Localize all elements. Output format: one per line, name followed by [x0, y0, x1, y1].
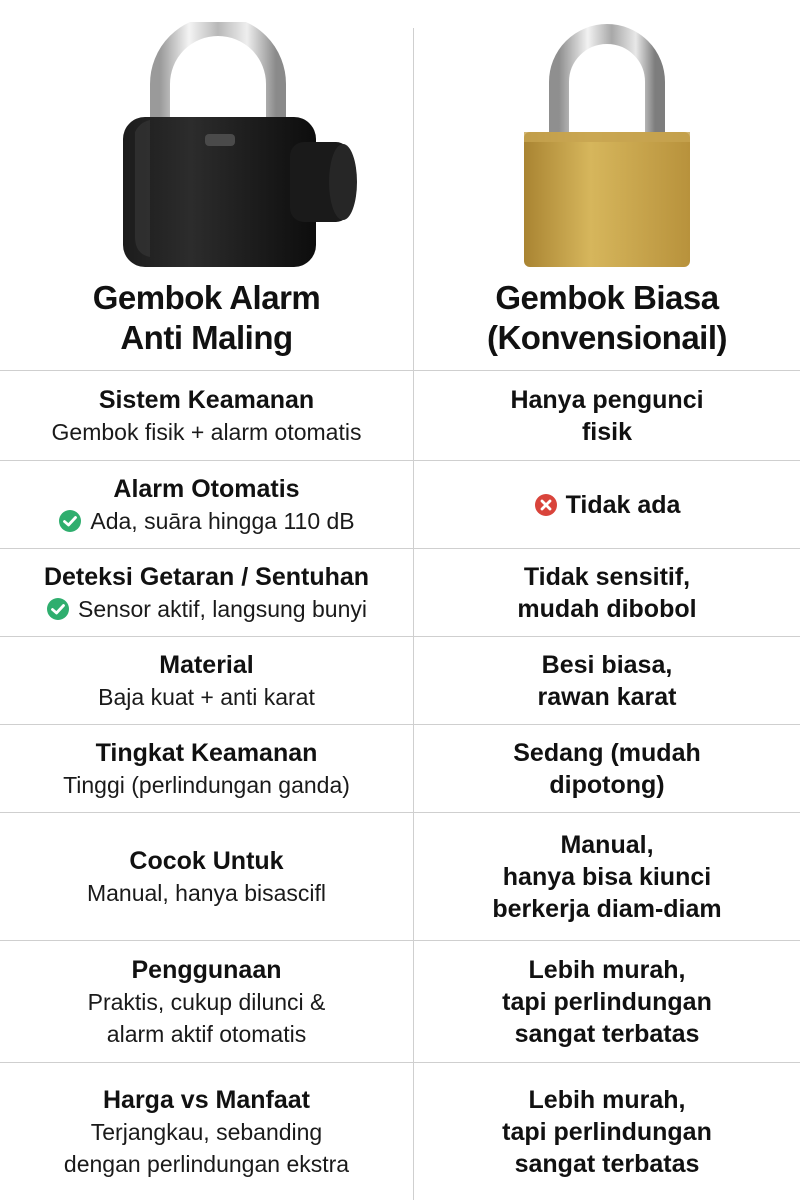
black-alarm-padlock-image	[0, 22, 413, 277]
row-description	[63, 769, 350, 801]
row-description	[87, 877, 326, 909]
row-right-cell	[414, 461, 800, 549]
right-title-line2: (Konvensionail)	[486, 319, 728, 356]
row-heading: Tingkat Keamanan	[95, 739, 318, 767]
row-left-cell	[0, 813, 413, 941]
row-right-cell	[414, 725, 800, 813]
row-right-cell	[414, 371, 800, 461]
row-right-text	[492, 893, 721, 925]
row-heading: Harga vs Manfaat	[102, 1086, 311, 1114]
row-left-cell	[0, 549, 413, 637]
row-right-cell	[414, 941, 800, 1063]
row-right-text-line: tapi perlindungan	[502, 988, 712, 1016]
check-icon	[46, 597, 70, 621]
left-title	[0, 278, 413, 358]
row-description	[58, 505, 354, 537]
right-title-line1: Gembok Biasa	[495, 279, 719, 316]
row-right-text-line: Sedang (mudah	[513, 739, 701, 767]
header	[0, 0, 800, 370]
row-right-text	[529, 1084, 686, 1116]
row-right-text	[534, 489, 681, 521]
table-row	[0, 636, 800, 725]
row-right-text	[503, 861, 711, 893]
row-description-text: dengan perlindungan ekstra	[63, 1151, 350, 1177]
row-left-cell	[0, 461, 413, 549]
row-description-text: Manual, hanya bisascifl	[86, 880, 327, 906]
row-left-cell	[0, 941, 413, 1063]
row-right-text	[538, 681, 677, 713]
row-right-text-line: dipotong)	[549, 771, 665, 799]
brass-padlock-image	[414, 22, 800, 277]
table-row	[0, 460, 800, 549]
table-row	[0, 812, 800, 941]
row-right-cell	[414, 813, 800, 941]
row-left-cell	[0, 1063, 413, 1201]
row-heading: Alarm Otomatis	[113, 475, 300, 503]
row-left-cell	[0, 637, 413, 725]
row-right-text-line: Tidak ada	[565, 491, 681, 519]
row-right-text-line: sangat terbatas	[514, 1020, 700, 1048]
row-right-text-line: tapi perlindungan	[502, 1118, 712, 1146]
row-description	[46, 593, 367, 625]
row-right-text	[502, 986, 712, 1018]
row-heading: Material	[159, 651, 254, 679]
left-title-line1: Gembok Alarm	[92, 279, 321, 316]
row-right-text	[502, 1116, 712, 1148]
row-description-text: Baja kuat + anti karat	[98, 684, 315, 710]
row-right-cell	[414, 637, 800, 725]
row-description-text: Terjangkau, sebanding	[90, 1119, 323, 1145]
row-description-text: alarm aktif otomatis	[106, 1021, 307, 1047]
row-description	[88, 986, 326, 1018]
row-right-text	[515, 1148, 700, 1180]
row-right-text	[517, 593, 696, 625]
row-description-text: Gembok fisik + alarm otomatis	[51, 419, 362, 445]
row-description	[91, 1116, 322, 1148]
table-row	[0, 1062, 800, 1201]
row-heading: Penggunaan	[131, 956, 282, 984]
row-right-text-line: fisik	[581, 418, 633, 446]
x-icon	[534, 493, 558, 517]
header-right	[414, 0, 800, 370]
row-right-text	[513, 737, 701, 769]
table-row	[0, 724, 800, 813]
row-right-text	[582, 416, 632, 448]
left-title-line2: Anti Maling	[120, 319, 293, 356]
right-title	[414, 278, 800, 358]
row-right-text-line: Hanya pengunci	[510, 386, 704, 414]
row-right-text	[542, 649, 673, 681]
table-row	[0, 940, 800, 1063]
row-right-text	[510, 384, 703, 416]
header-left	[0, 0, 413, 370]
row-left-cell	[0, 371, 413, 461]
row-heading: Cocok Untuk	[129, 847, 284, 875]
row-description	[52, 416, 362, 448]
row-right-text	[560, 829, 653, 861]
row-right-cell	[414, 549, 800, 637]
row-right-text-line: Lebih murah,	[528, 1086, 686, 1114]
row-right-text-line: berkerja diam-diam	[492, 895, 722, 923]
row-right-text	[529, 954, 686, 986]
row-description	[98, 681, 315, 713]
row-right-text-line: Lebih murah,	[528, 956, 686, 984]
row-right-text-line: Besi biasa,	[541, 651, 673, 679]
row-heading: Deteksi Getaran / Sentuhan	[43, 563, 370, 591]
table-row	[0, 370, 800, 461]
row-right-text-line: Manual,	[560, 831, 654, 859]
row-right-text-line: Tidak sensitif,	[523, 563, 691, 591]
row-description-text: Tinggi (perlindungan ganda)	[63, 772, 350, 798]
row-right-text-line: hanya bisa kiunci	[502, 863, 712, 891]
row-description-text: Ada, suāra hingga 110 dB	[90, 508, 355, 534]
check-icon	[58, 509, 82, 533]
row-description-text: Sensor aktif, langsung bunyi	[78, 596, 367, 622]
row-right-text	[515, 1018, 700, 1050]
row-right-text-line: rawan karat	[537, 683, 677, 711]
row-description-text: Praktis, cukup dilunci &	[87, 989, 326, 1015]
row-right-text-line: sangat terbatas	[514, 1150, 700, 1178]
row-right-text	[524, 561, 690, 593]
row-right-text-line: mudah dibobol	[517, 595, 697, 623]
row-right-cell	[414, 1063, 800, 1201]
row-left-cell	[0, 725, 413, 813]
row-right-text	[549, 769, 664, 801]
row-description	[64, 1148, 349, 1180]
row-description	[107, 1018, 306, 1050]
row-heading: Sistem Keamanan	[98, 386, 315, 414]
table-row	[0, 548, 800, 637]
